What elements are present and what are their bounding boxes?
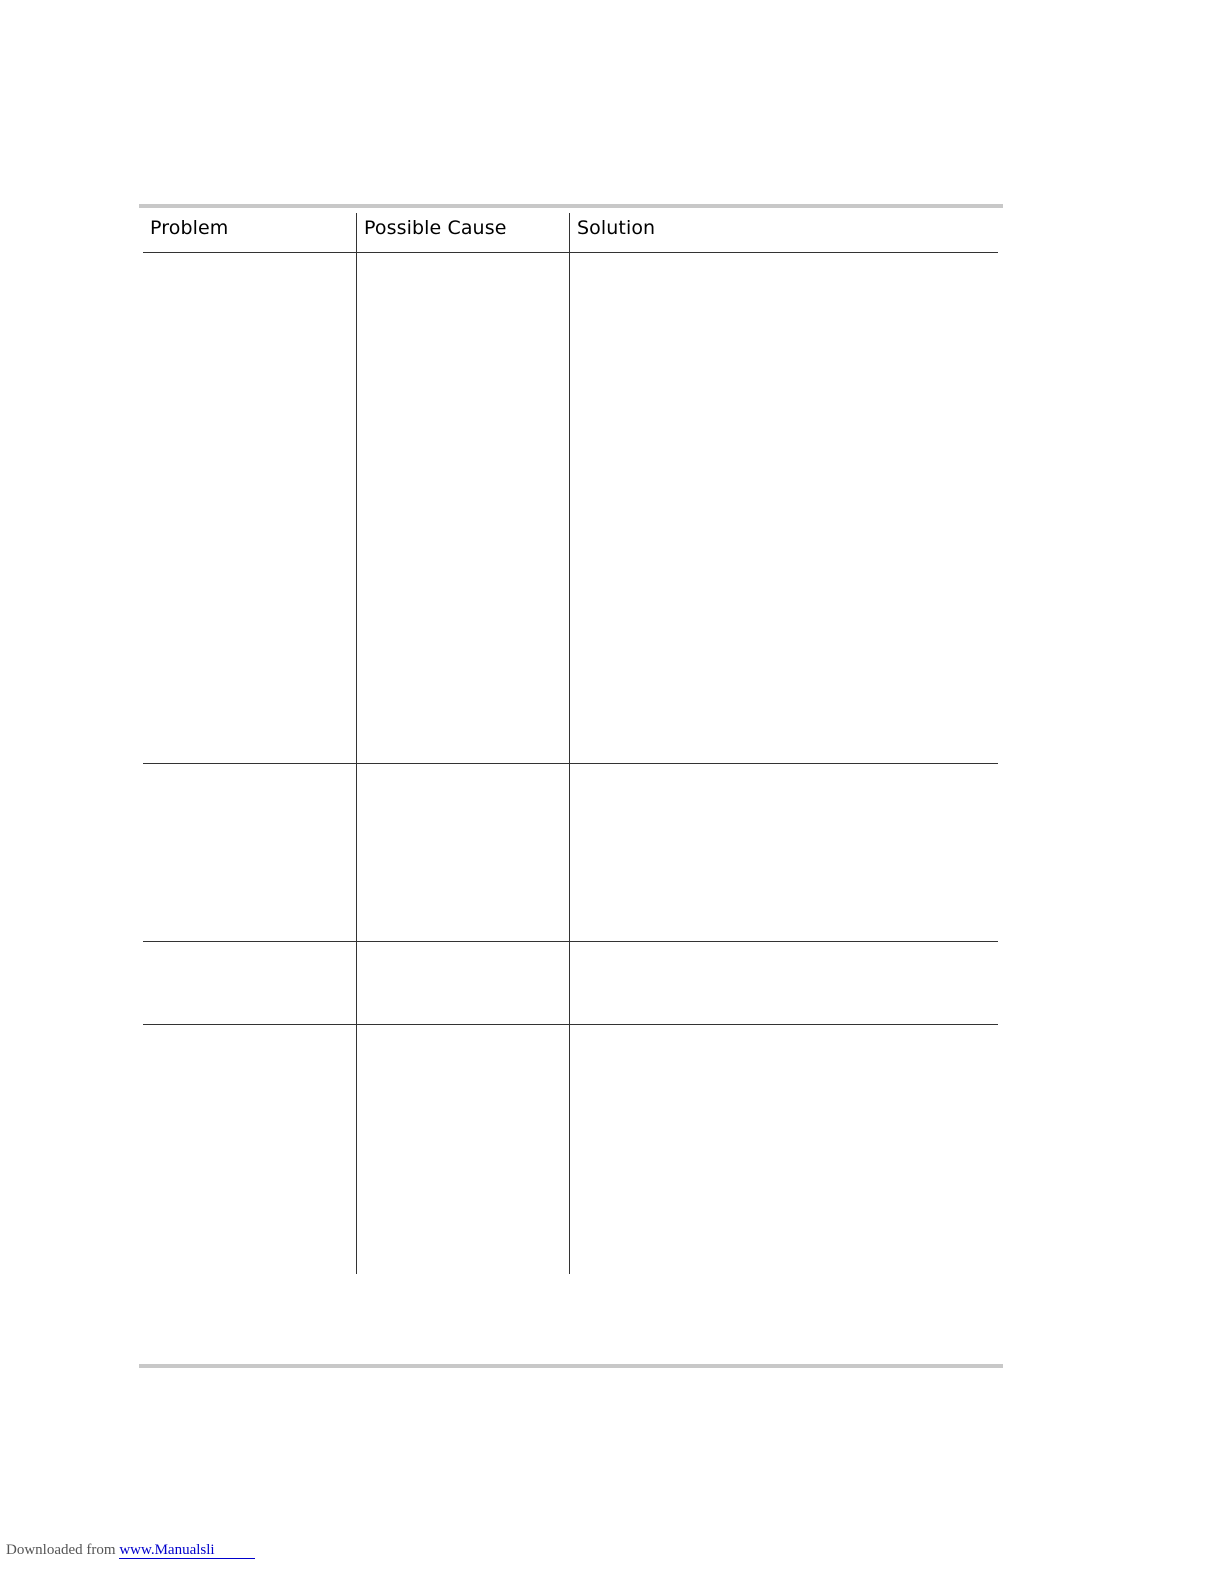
row-divider — [143, 941, 998, 942]
column-header-solution: Solution — [577, 217, 656, 239]
bottom-rule — [139, 1364, 1003, 1368]
footer-link[interactable]: www.Manualsli — [119, 1542, 254, 1559]
header-divider — [143, 252, 998, 253]
column-header-possible-cause: Possible Cause — [364, 217, 507, 239]
top-rule — [139, 204, 1003, 208]
footer-prefix: Downloaded from — [6, 1542, 120, 1558]
column-divider — [569, 213, 570, 1274]
column-divider — [356, 213, 357, 1274]
row-divider — [143, 763, 998, 764]
row-divider — [143, 1024, 998, 1025]
download-footer — [6, 1542, 255, 1559]
column-header-problem: Problem — [150, 217, 229, 239]
